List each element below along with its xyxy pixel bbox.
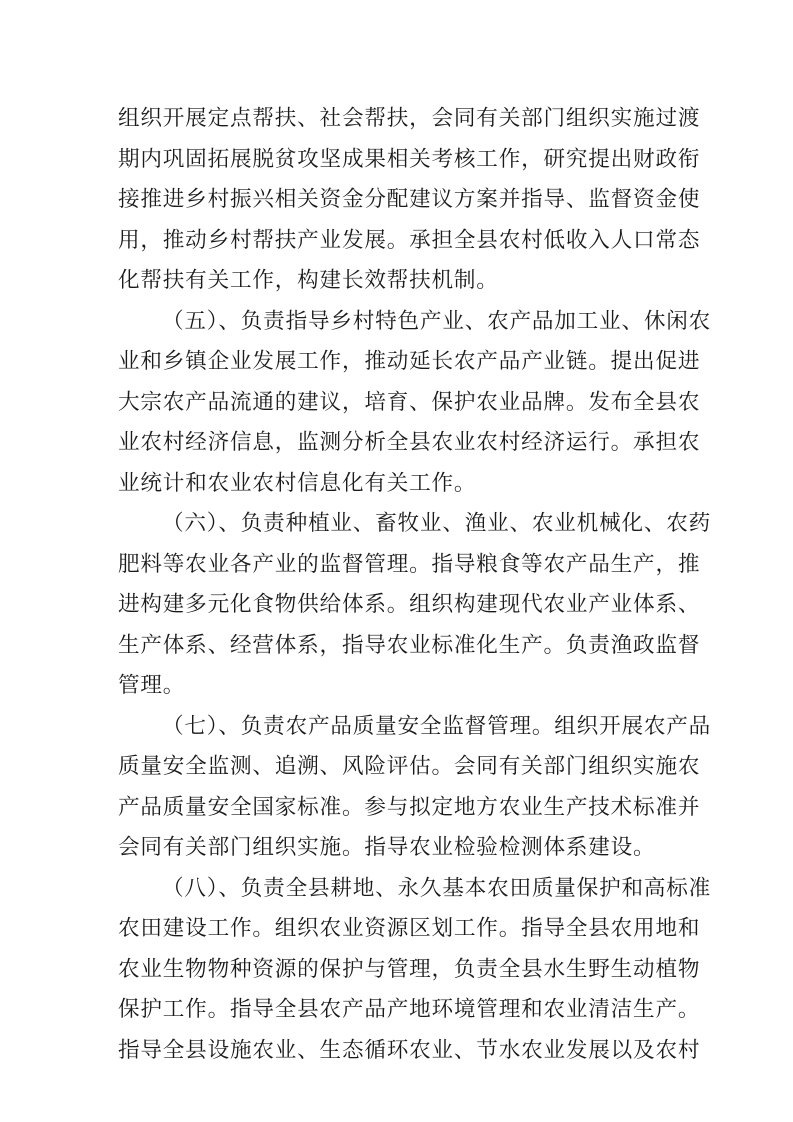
text-line: 化帮扶有关工作，构建长效帮扶机制。 (118, 268, 499, 293)
text-line: 农业生物物种资源的保护与管理，负责全县水生野生动植物 (118, 956, 701, 982)
body-text (118, 99, 712, 1071)
section-5-first-line: （五）、负责指导乡村特色产业、农产品加工业、休闲农 (162, 308, 712, 334)
text-line: 业统计和农业农村信息化有关工作。 (118, 470, 477, 496)
text-line: 接推进乡村振兴相关资金分配建议方案并指导、监督资金使 (118, 187, 701, 212)
text-line: 用，推动乡村帮扶产业发展。承担全县农村低收入人口常态 (118, 227, 701, 253)
text-line: 业农村经济信息，监测分析全县农业农村经济运行。承担农 (118, 430, 701, 455)
text-line: 进构建多元化食物供给体系。组织构建现代农业产业体系、 (118, 592, 701, 617)
section-6-first-line: （六）、负责种植业、畜牧业、渔业、农业机械化、农药 (162, 511, 712, 536)
section-7-first-line: （七）、负责农产品质量安全监督管理。组织开展农产品 (162, 713, 712, 739)
text-line: 组织开展定点帮扶、社会帮扶，会同有关部门组织实施过渡 (118, 106, 701, 131)
text-line: 肥料等农业各产业的监督管理。指导粮食等农产品生产，推 (118, 551, 701, 577)
text-line: 业和乡镇企业发展工作，推动延长农产品产业链。提出促进 (118, 349, 701, 374)
text-line: 质量安全监测、追溯、风险评估。会同有关部门组织实施农 (118, 754, 701, 779)
text-line: 大宗农产品流通的建议，培育、保护农业品牌。发布全县农 (118, 389, 701, 415)
text-line: 指导全县设施农业、生态循环农业、节水农业发展以及农村 (118, 1037, 701, 1063)
text-line: 产品质量安全国家标准。参与拟定地方农业生产技术标准并 (118, 794, 701, 820)
text-line: 管理。 (118, 673, 186, 698)
section-8-first-line: （八）、负责全县耕地、永久基本农田质量保护和高标准 (162, 875, 712, 901)
text-line: 生产体系、经营体系，指导农业标准化生产。负责渔政监督 (118, 632, 701, 658)
text-line: 保护工作。指导全县农产品产地环境管理和农业清洁生产。 (118, 997, 701, 1022)
text-line: 农田建设工作。组织农业资源区划工作。指导全县农用地和 (118, 916, 701, 941)
text-line: 期内巩固拓展脱贫攻坚成果相关考核工作，研究提出财政衔 (118, 146, 701, 172)
text-line: 会同有关部门组织实施。指导农业检验检测体系建设。 (118, 835, 656, 860)
